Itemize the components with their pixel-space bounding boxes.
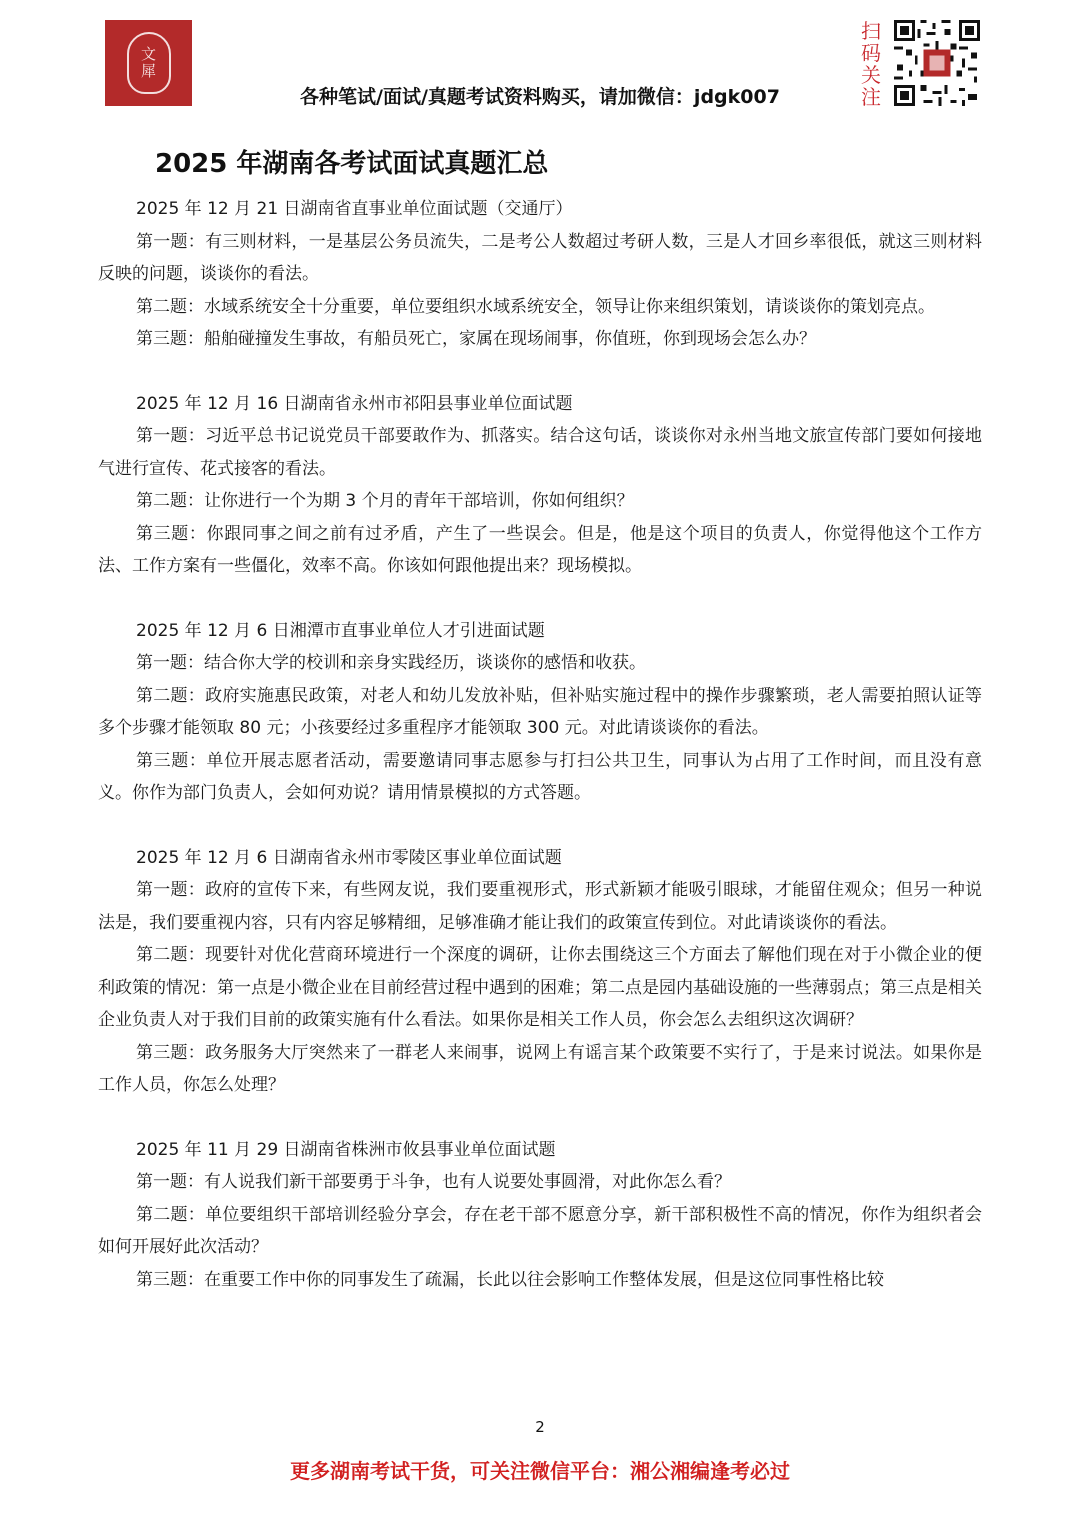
section-heading: 2025 年 12 月 6 日湖南省永州市零陵区事业单位面试题 [136,847,562,868]
section-heading: 2025 年 12 月 16 日湖南省永州市祁阳县事业单位面试题 [136,393,573,414]
logo-seal-icon: 文 犀 [127,32,171,94]
question-text: 第三题：你跟同事之间之前有过矛盾，产生了一些误会。但是，他是这个项目的负责人，你觉得他这个工作方法、工作方案有一些僵化，效率不高。你该如何跟他提出来？现场模拟。 [98,523,982,576]
brand-logo [105,20,192,106]
exam-section [98,1134,982,1297]
question-text: 第一题：政府的宣传下来，有些网友说，我们要重视形式，形式新颖才能吸引眼球，才能留住观众；但另一种说法是，我们要重视内容，只有内容足够精细，足够准确才能让我们的政策宣传到位。对此请谈谈你的看法。 [98,880,982,933]
exam-section [98,842,982,1102]
question-text: 第二题：政府实施惠民政策，对老人和幼儿发放补贴，但补贴实施过程中的操作步骤繁琐，老人需要拍照认证等多个步骤才能领取 80 元；小孩要经过多重程序才能领取 300 元。对此请谈谈你的看法。 [98,685,982,738]
question-text: 第一题：有三则材料，一是基层公务员流失，二是考公人数超过考研人数，三是人才回乡率很低，就这三则材料反映的问题，谈谈你的看法。 [98,231,982,284]
question-text: 第二题：让你进行一个为期 3 个月的青年干部培训，你如何组织？ [136,491,634,511]
question-text: 第三题：单位开展志愿者活动，需要邀请同事志愿参与打扫公共卫生，同事认为占用了工作时间，而且没有意义。你作为部门负责人，会如何劝说？请用情景模拟的方式答题。 [98,750,982,803]
section-heading: 2025 年 12 月 6 日湘潭市直事业单位人才引进面试题 [136,620,545,641]
document-body [98,193,982,1328]
question-text: 第一题：结合你大学的校训和亲身实践经历，谈谈你的感悟和收获。 [136,653,646,673]
question-text: 第二题：现要针对优化营商环境进行一个深度的调研，让你去围绕这三个方面去了解他们现在对于小微企业的便利政策的情况：第一点是小微企业在目前经营过程中遇到的困难；第二点是园内基础设施的一些薄弱点；第三点是相关企业负责人对于我们目前的政策实施有什么看法。如果你是相关工作人员，你会怎么去组织这次调研？ [98,945,982,1030]
question-text: 第一题：有人说我们新干部要勇于斗争，也有人说要处事圆滑，对此你怎么看？ [136,1172,731,1192]
question-text: 第三题：政务服务大厅突然来了一群老人来闹事，说网上有谣言某个政策要不实行了，于是来讨说法。如果你是工作人员，你怎么处理？ [98,1042,982,1095]
exam-section [98,388,982,583]
question-text: 第二题：单位要组织干部培训经验分享会，存在老干部不愿意分享，新干部积极性不高的情况，你作为组织者会如何开展好此次活动？ [98,1204,982,1257]
question-text: 第二题：水域系统安全十分重要，单位要组织水域系统安全，领导让你来组织策划，请谈谈你的策划亮点。 [136,296,935,317]
scan-follow-label: 扫 码 关 注 [861,19,881,109]
section-heading: 2025 年 11 月 29 日湖南省株洲市攸县事业单位面试题 [136,1139,556,1160]
question-text: 第三题：在重要工作中你的同事发生了疏漏，长此以往会影响工作整体发展，但是这位同事性格比较 [136,1269,884,1290]
footer-promo: 更多湖南考试干货，可关注微信平台：湘公湘编逢考必过 [290,1459,790,1483]
section-heading: 2025 年 12 月 21 日湖南省直事业单位面试题（交通厅） [136,199,573,219]
document-title: 2025 年湖南各考试面试真题汇总 [155,149,549,179]
qr-code-icon [894,20,980,106]
contact-banner: 各种笔试/面试/真题考试资料购买，请加微信：jdgk007 [300,86,780,108]
question-text: 第三题：船舶碰撞发生事故，有船员死亡，家属在现场闹事，你值班，你到现场会怎么办？ [136,329,816,349]
exam-section [98,193,982,356]
page-number: 2 [535,1418,545,1436]
question-text: 第一题：习近平总书记说党员干部要敢作为、抓落实。结合这句话，谈谈你对永州当地文旅宣传部门要如何接地气进行宣传、花式接客的看法。 [98,426,982,479]
exam-section [98,615,982,810]
